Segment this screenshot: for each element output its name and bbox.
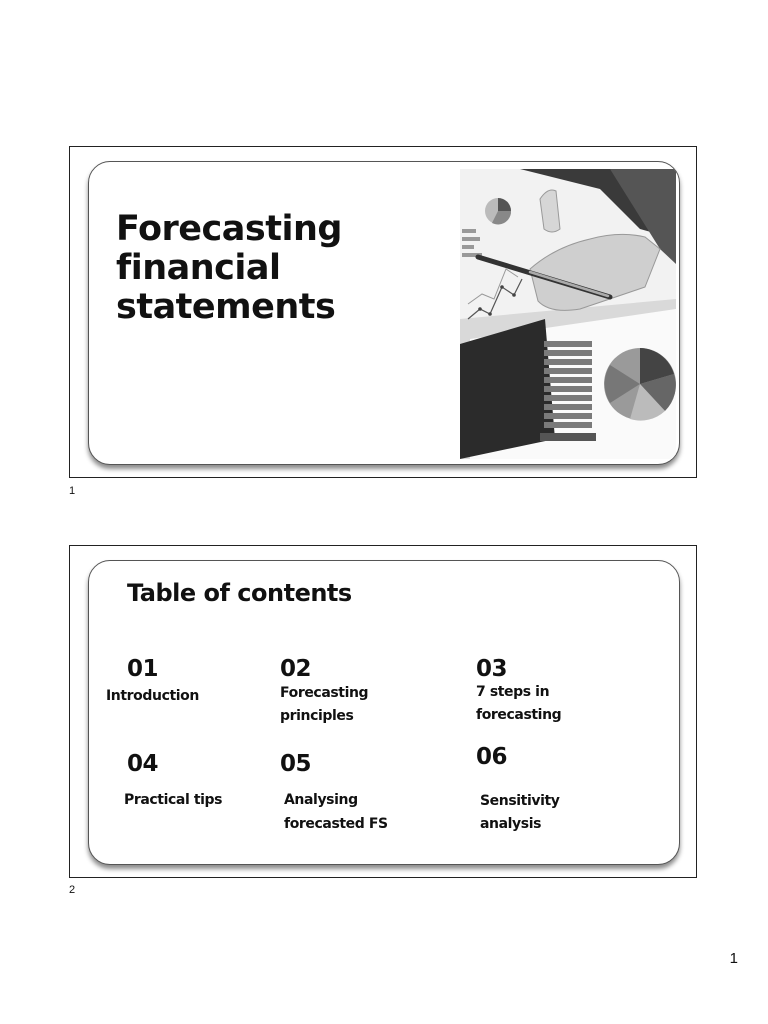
toc-label-04-line-1: Practical tips — [124, 792, 223, 808]
toc-number-04: 04 — [127, 751, 159, 777]
slide-1-frame — [69, 146, 697, 478]
toc-heading: Table of contents — [127, 579, 352, 607]
toc-number-01: 01 — [127, 656, 159, 682]
toc-label-06-line-1: Sensitivity — [480, 793, 560, 809]
slide-title-line-1: Forecasting — [116, 209, 342, 249]
toc-label-05-line-2: forecasted FS — [284, 816, 388, 832]
toc-label-03-line-1: 7 steps in — [476, 684, 550, 700]
toc-number-06: 06 — [476, 744, 508, 770]
page-number: 1 — [729, 950, 738, 967]
toc-label-03-line-2: forecasting — [476, 707, 562, 723]
slide-1-number: 1 — [69, 485, 76, 497]
financial-charts-photo — [460, 169, 676, 459]
toc-label-05-line-1: Analysing — [284, 792, 358, 808]
toc-label-02-line-1: Forecasting — [280, 685, 369, 701]
slide-2-card — [88, 560, 680, 865]
toc-number-03: 03 — [476, 656, 508, 682]
slide-2-number: 2 — [69, 884, 76, 896]
toc-number-02: 02 — [280, 656, 312, 682]
photo-illustration — [460, 169, 676, 459]
slide-title-line-2: financial — [116, 248, 281, 288]
slide-2-frame — [69, 545, 697, 878]
slide-title-line-3: statements — [116, 287, 336, 327]
toc-number-05: 05 — [280, 751, 312, 777]
toc-label-06-line-2: analysis — [480, 816, 542, 832]
toc-label-02-line-2: principles — [280, 708, 354, 724]
slide-1-card — [88, 161, 680, 465]
toc-label-01-line-1: Introduction — [106, 688, 199, 704]
